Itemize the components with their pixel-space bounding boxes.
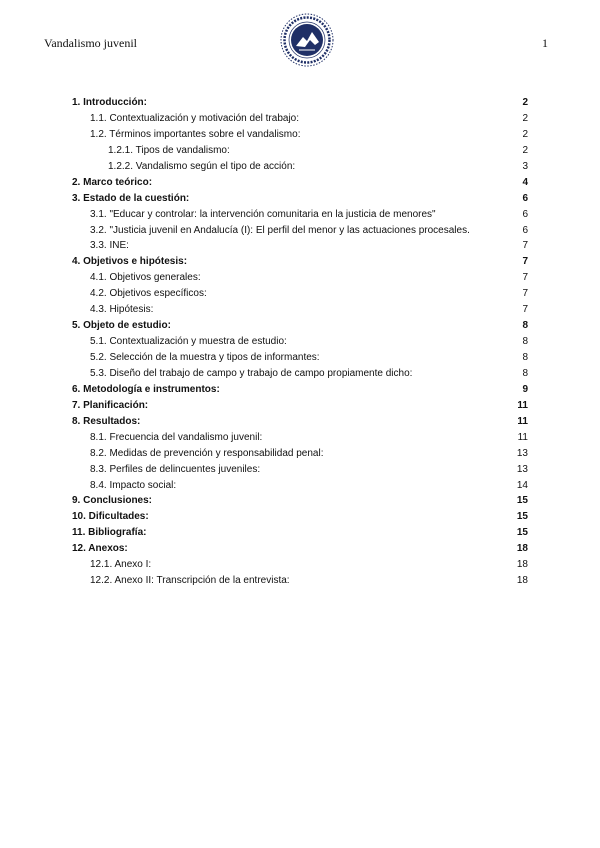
toc-entry-label: 8.4. Impacto social:	[90, 479, 177, 491]
toc-entry-label: 5.3. Diseño del trabajo de campo y trabajo de campo propiamente dicho:	[90, 367, 413, 379]
toc-entry-label: 4.1. Objetivos generales:	[90, 272, 201, 284]
toc-entry-page: 7	[522, 288, 528, 300]
toc-entry-label: 5.2. Selección de la muestra y tipos de informantes:	[90, 352, 320, 363]
toc-entry-label: 12. Anexos:	[72, 543, 128, 555]
toc-entry[interactable]	[72, 398, 528, 414]
toc-entry-page: 9	[522, 383, 528, 395]
toc-entry-label: 6. Metodología e instrumentos:	[72, 383, 220, 395]
toc-entry[interactable]	[72, 573, 528, 589]
toc-entry-label: 12.2. Anexo II: Transcripción de la entrevista:	[90, 575, 290, 587]
toc-entry-label: 5. Objeto de estudio:	[72, 320, 171, 332]
toc-entry-page: 8	[522, 320, 528, 332]
toc-entry-label: 3.1. "Educar y controlar: la intervención comunitaria en la justicia de menores"	[90, 208, 436, 220]
toc-entry[interactable]	[72, 95, 528, 111]
page-number: 1	[542, 36, 548, 50]
toc-entry-label: 10. Dificultades:	[72, 511, 149, 523]
toc-entry-page: 8	[522, 336, 528, 348]
toc-entry-page: 4	[522, 176, 528, 188]
toc-entry-label: 11. Bibliografía:	[72, 527, 147, 539]
toc-entry-page: 7	[522, 256, 528, 268]
toc-entry[interactable]	[72, 223, 528, 239]
toc-entry-label: 1.2. Términos importantes sobre el vandalismo:	[90, 128, 301, 140]
toc-entry-page: 7	[522, 240, 528, 252]
toc-entry[interactable]	[72, 302, 528, 318]
toc-entry-label: 4.3. Hipótesis:	[90, 304, 154, 316]
toc-entry-page: 6	[522, 208, 528, 220]
toc-entry-label: 1.2.2. Vandalismo según el tipo de acción:	[108, 160, 296, 172]
toc-entry-label: 12.1. Anexo I:	[90, 559, 152, 571]
toc-entry-label: 1. Introducción:	[72, 97, 147, 108]
toc-entry-page: 14	[516, 479, 528, 491]
toc-entry-label: 8.1. Frecuencia del vandalismo juvenil:	[90, 431, 263, 443]
toc-entry-label: 9. Conclusiones:	[72, 495, 153, 507]
toc-entry[interactable]	[72, 478, 528, 494]
toc-entry[interactable]	[72, 191, 528, 207]
toc-entry-page: 3	[522, 160, 528, 172]
toc-entry[interactable]	[72, 350, 528, 366]
toc-entry-page: 7	[522, 304, 528, 316]
toc-entry-page: 13	[516, 447, 528, 459]
toc-entry-page: 8	[522, 352, 528, 363]
toc-entry-page: 13	[516, 463, 528, 475]
toc-entry-page: 2	[522, 97, 528, 108]
toc-entry-page: 18	[516, 575, 528, 587]
toc-entry-label: 1.2.1. Tipos de vandalismo:	[108, 144, 230, 156]
toc-entry-page: 6	[522, 192, 528, 204]
toc-entry-page: 6	[522, 224, 528, 236]
toc-entry-label: 8.2. Medidas de prevención y responsabilidad penal:	[90, 447, 324, 459]
toc-entry[interactable]	[72, 207, 528, 223]
toc-entry[interactable]	[72, 430, 528, 446]
toc-entry-page: 15	[516, 511, 528, 523]
toc-entry[interactable]	[72, 525, 528, 541]
toc-entry[interactable]	[72, 382, 528, 398]
toc-entry-page: 2	[522, 144, 528, 156]
toc-entry[interactable]	[72, 541, 528, 557]
toc-entry[interactable]	[72, 557, 528, 573]
toc-entry-label: 1.1. Contextualización y motivación del trabajo:	[90, 112, 300, 124]
toc-entry-label: 7. Planificación:	[72, 399, 149, 411]
document-title: Vandalismo juvenil	[44, 36, 137, 50]
toc-entry-label: 8. Resultados:	[72, 415, 141, 427]
toc-entry-page: 8	[522, 367, 528, 379]
university-seal-icon	[279, 12, 335, 68]
toc-entry-page: 18	[516, 543, 528, 555]
toc-entry-page: 2	[522, 128, 528, 140]
toc-entry-page: 15	[516, 527, 528, 539]
toc-entry[interactable]	[72, 414, 528, 430]
toc-entry[interactable]	[72, 286, 528, 302]
toc-entry[interactable]	[72, 143, 528, 159]
toc-entry-label: 3. Estado de la cuestión:	[72, 192, 190, 204]
toc-entry-label: 3.3. INE:	[90, 240, 129, 252]
toc-entry[interactable]	[72, 111, 528, 127]
toc-entry-page: 18	[516, 559, 528, 571]
toc-entry-page: 11	[517, 399, 528, 411]
toc-entry-label: 3.2. "Justicia juvenil en Andalucía (I): El perfil del menor y las actuaciones procesales.	[90, 224, 470, 236]
toc-entry-page: 7	[522, 272, 528, 284]
toc-entry-page: 2	[522, 112, 528, 124]
toc-entry[interactable]	[72, 238, 528, 254]
toc-entry-label: 4. Objetivos e hipótesis:	[72, 256, 188, 268]
toc-entry[interactable]	[72, 493, 528, 509]
toc-entry-label: 5.1. Contextualización y muestra de estudio:	[90, 336, 287, 348]
toc-entry-page: 15	[516, 495, 528, 507]
toc-entry[interactable]	[72, 270, 528, 286]
toc-entry[interactable]	[72, 318, 528, 334]
toc-entry-label: 2. Marco teórico:	[72, 176, 153, 188]
toc-entry[interactable]	[72, 334, 528, 350]
toc-entry[interactable]	[72, 446, 528, 462]
toc-entry-page: 11	[517, 415, 528, 427]
toc-entry-label: 8.3. Perfiles de delincuentes juveniles:	[90, 463, 261, 475]
table-of-contents	[72, 95, 528, 589]
toc-entry[interactable]	[72, 366, 528, 382]
toc-entry-label: 4.2. Objetivos específicos:	[90, 288, 207, 300]
toc-entry[interactable]	[72, 254, 528, 270]
toc-entry[interactable]	[72, 175, 528, 191]
toc-entry[interactable]	[72, 509, 528, 525]
toc-entry[interactable]	[72, 159, 528, 175]
toc-entry-page: 11	[517, 431, 528, 443]
toc-entry[interactable]	[72, 462, 528, 478]
toc-entry[interactable]	[72, 127, 528, 143]
